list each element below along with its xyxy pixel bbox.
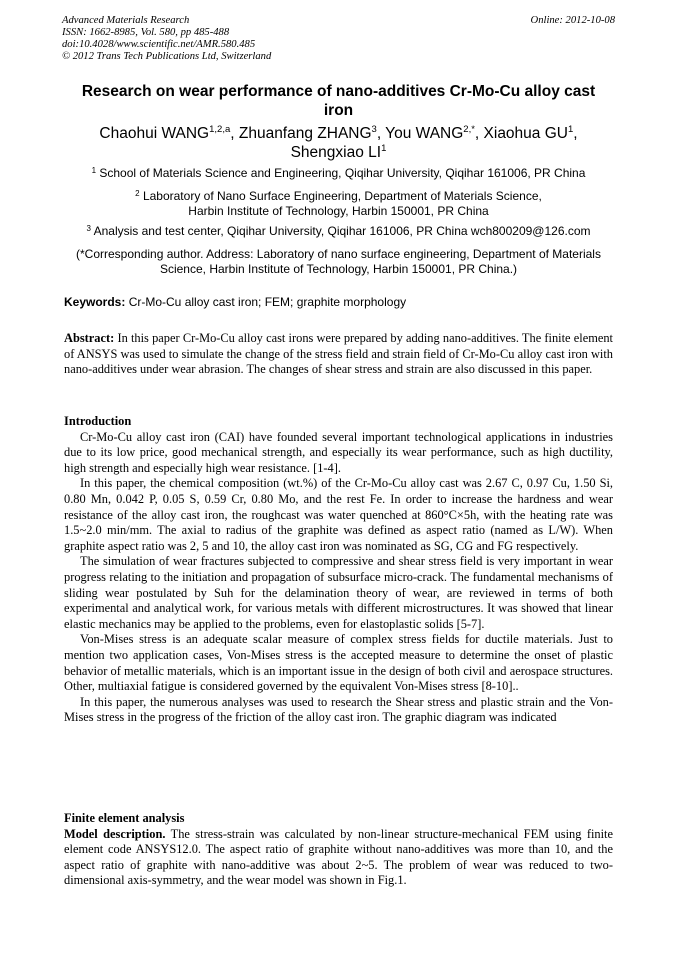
affiliation-text: Laboratory of Nano Surface Engineering, Department of Materials Science, <box>139 189 542 203</box>
fea-section <box>64 811 613 889</box>
keywords-text: Cr-Mo-Cu alloy cast iron; FEM; graphite morphology <box>125 295 407 309</box>
introduction-paragraph-2: In this paper, the chemical composition (wt.%) of the Cr-Mo-Cu alloy cast was 2.67 C, 0.97 Cu, 1.50 Si, 0.80 Mn, 0.042 P, 0.05 S, 0.59 Cr, 0.80 Mo, and the rest Fe. In order to increase the hardness and wear resistance of the alloy cast iron, the roughcast was water quenched at 860°C×5h, with the heating rate was 1.5~2.0 min/mm. The axial to radius of the graphite was defined as aspect ratio (named as L/W). When graphite aspect ratio was 2, 5 and 10, the alloy cast iron was nominated as SG, CG and FG respectively. <box>64 476 613 553</box>
author-name: Chaohui WANG <box>99 125 210 142</box>
introduction-paragraph-1: Cr-Mo-Cu alloy cast iron (CAI) have founded several important technological applications in industries due to its low price, good mechanical strength, and especially its wear performance, such as high ductility, high strength and especially high wear resistance. [1-4]. <box>64 429 613 475</box>
author-sup: 2,* <box>463 124 475 135</box>
abstract-text: In this paper Cr-Mo-Cu alloy cast irons were prepared by adding nano-additives. The finite element of ANSYS was used to simulate the change of the stress field and strain field of Cr-Mo-Cu alloy cast iron with nano-additives under wear abrasion. The changes of shear stress and strain are also discussed in this paper. <box>64 331 613 377</box>
model-description-text: The stress-strain was calculated by non-linear structure-mechanical FEM using finite element code ANSYS12.0. The aspect ratio of graphite without nano-additives was more than 10, and the aspect ratio of graphite with nano-additive was about 2~5. The problem of wear was reduced to two-dimensional axis-symmetry, and the wear model was shown in Fig.1. <box>64 826 613 888</box>
introduction-paragraph-3: The simulation of wear fractures subjected to compressive and shear stress field is very important in wear progress relating to the initiation and propagation of subsurface micro-crack. The fundamental mechanisms of sliding wear postulated by Suh for the delamination theory of wear, are reviewed in terms of both experimental and analytical work, for various metals with different microstructures. It was showed that linear elastic mechanics may be applied to the problems, even for elastoplastic solids [5-7]. <box>64 554 613 631</box>
journal-doi: doi:10.4028/www.scientific.net/AMR.580.485 <box>62 39 256 50</box>
keywords-label: Keywords: <box>64 295 126 309</box>
affiliation-1 <box>62 166 615 181</box>
title-line-1: Research on wear performance of nano-additives Cr-Mo-Cu alloy cast <box>81 83 596 100</box>
affiliation-text: Analysis and test center, Qiqihar University, Qiqihar 161006, PR China wch800209@126.com <box>90 224 591 238</box>
author-sup: 1 <box>381 143 387 154</box>
corresponding-author <box>62 247 615 277</box>
author-name: , Xiaohua GU <box>474 125 568 142</box>
affiliation-sup: 1 <box>91 166 97 175</box>
abstract-paragraph <box>64 331 613 378</box>
author-sup: 1 <box>567 124 574 135</box>
introduction-section <box>64 414 613 726</box>
corresponding-line: (*Corresponding author. Address: Laboratory of nano surface engineering, Department of Materials <box>76 247 601 261</box>
author-sup: 3 <box>371 124 377 135</box>
keywords <box>64 295 615 310</box>
affiliation-text: School of Materials Science and Engineering, Qiqihar University, Qiqihar 161006, PR China <box>96 166 586 180</box>
abstract <box>64 331 613 378</box>
affiliation-2 <box>62 189 615 219</box>
introduction-paragraph-5: In this paper, the numerous analyses was used to research the Shear stress and plastic strain and the Von-Mises stress in the progress of the friction of the alloy cast iron. The graphic diagram was indicated <box>64 694 613 725</box>
corresponding-line: Science, Harbin Institute of Technology, Harbin 150001, PR China.) <box>159 262 518 276</box>
author-name: , Zhuanfang ZHANG <box>230 125 372 142</box>
journal-copyright: © 2012 Trans Tech Publications Ltd, Switzerland <box>62 51 272 62</box>
affiliation-sup: 3 <box>86 224 91 233</box>
online-date: Online: 2012-10-08 <box>530 15 615 26</box>
author-separator: , <box>573 125 578 142</box>
affiliation-line: Harbin Institute of Technology, Harbin 150001, PR China <box>188 204 489 218</box>
abstract-label: Abstract: <box>64 331 115 345</box>
affiliation-sup: 2 <box>135 189 140 198</box>
affiliation-3 <box>62 224 615 239</box>
journal-issn: ISSN: 1662-8985, Vol. 580, pp 485-488 <box>62 27 230 38</box>
title-line-2: iron <box>323 102 354 119</box>
author-name: , You WANG <box>376 125 464 142</box>
author-list <box>62 124 615 162</box>
model-description-label: Model description. <box>64 826 166 841</box>
fea-heading: Finite element analysis <box>64 811 185 825</box>
journal-name: Advanced Materials Research <box>62 15 190 26</box>
affiliation-line <box>62 189 615 204</box>
model-description-paragraph <box>64 827 613 889</box>
paper-title <box>62 82 615 120</box>
author-name: Shengxiao LI <box>290 144 382 161</box>
author-sup: 1,2,a <box>209 124 231 135</box>
authors-line-1 <box>62 124 615 143</box>
authors-line-2 <box>62 143 615 162</box>
introduction-heading: Introduction <box>64 414 132 428</box>
introduction-paragraph-4: Von-Mises stress is an adequate scalar measure of complex stress fields for ductile materials. Just to mention two application cases, Von-Mises stress is the accepted measure to determine the onset of plastic behavior of metallic materials, which is an important issue in the design of both civil and aerospace structures. Other, multiaxial fatigue is considered governed by the equivalent Von-Mises stress [8-10].. <box>64 632 613 694</box>
journal-header <box>62 15 615 63</box>
